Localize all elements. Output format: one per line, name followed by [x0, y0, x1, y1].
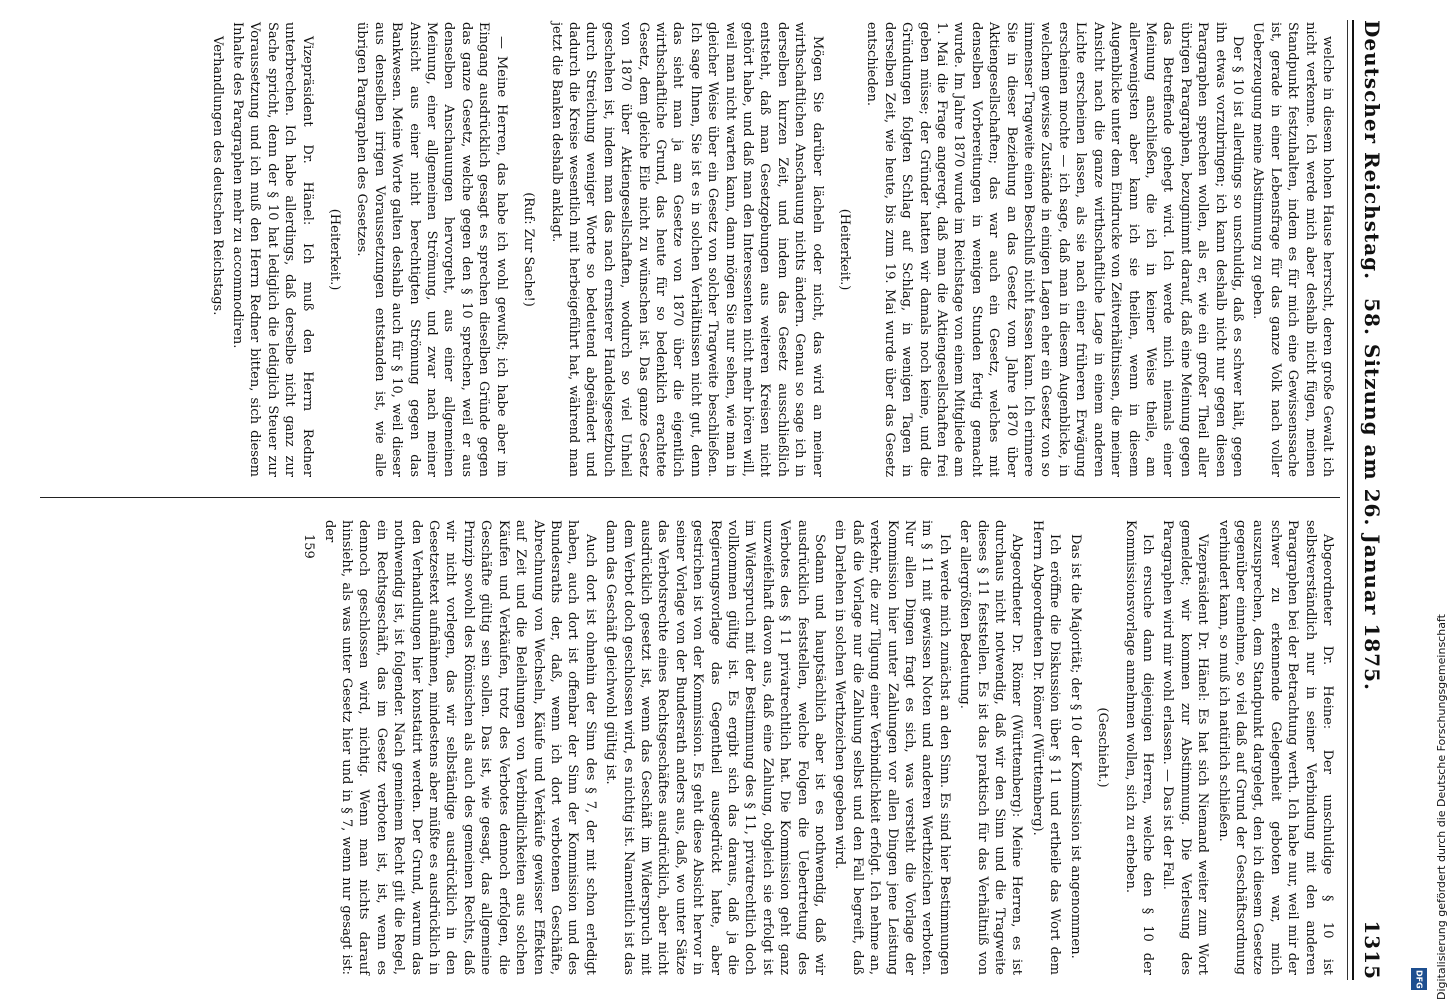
- interjection: (Geschieht.): [1095, 707, 1111, 788]
- interjection: (Heiterkeit.): [837, 208, 853, 291]
- paragraph: Verhandlungen des deutschen Reichstags.: [209, 36, 225, 316]
- paragraph: Ich werde mich zunächst an den Sinn. Es sind hier Bestimmungen im § 11 mit gewissen Noten und anderen Werthzeichen verboten. Nur allen Dingen fragt es sich, was versteht die Vorlage der Kommission hier unter Zahlungen vor allen Dingen jene Leistung verkehr, die zur Tilgung einer Verbindlichkeit erfolgt. Ich nehme an, daß die Vorlage nur die Zahlung selbst und den Fall begreift, daß ein Darlehen in solchen Werthzeichen gegeben wird.: [832, 520, 952, 975]
- paragraph: Abgeordneter Dr. Römer (Württemberg): Meine Herren, es ist durchaus nicht notwendig, daß wir den Sinn und die Tragweite dieses § 11 feststellen. Es ist das praktisch für das Verhältniß von der allergrößten Bedeutung.: [957, 520, 1025, 975]
- digitization-note: [1406, 0, 1448, 1000]
- header-title: Deutscher Reichstag.: [1360, 20, 1384, 281]
- paragraph: Das ist die Majorität; der § 10 der Kommission ist angenommen.: [1067, 534, 1083, 959]
- interjection: (Ruf: Zur Sache!): [521, 192, 537, 307]
- paragraph: Abgeordneter Dr. Heine: Der unschuldige § 10 ist selbstverständlich nur in seiner Verbindung mit den anderen Paragraphen bei der Betrachtung werth. Ich habe nur, weil mir der schwer zu erkennende Gelegenheit geboten war, mich auszusprechen, dem Standpunkt dargelegt, den ich diesem Gesetze gegenüber einnehme, so viel daß auf Grund der Geschäftsordnung verhindert kann, so muß ich natürlich schließen.: [1215, 520, 1335, 975]
- dfg-logo: DFG: [1411, 968, 1427, 990]
- header-rule: [1347, 20, 1348, 980]
- page-number: 1315: [1360, 920, 1384, 980]
- paragraph: Ich eröffne die Diskussion über § 11 und ertheile das Wort dem Herrn Abgeordneten Dr. Römer (Württemberg).: [1029, 520, 1063, 975]
- interjection: (Heiterkeit.): [327, 208, 343, 291]
- rotated-page: [20, 0, 1400, 1000]
- paragraph: Ich ersuche dann diejenigen Herren, welche den § 10 der Kommissionsvorlage annehmen wollen, sich zu erheben.: [1122, 520, 1155, 975]
- paragraph: — Meine Herren, das habe ich wohl gewußt; ich habe aber im Eingang ausdrücklich gesagt es sprechen dieselben Gründe gegen das ganze Gesetz, welche gegen den § 10 sprechen, weil er aus denselben Anschauungen hervorgeht, aus einer allgemeinen Meinung, einer allgemeinen Strömung, und zwar nach meiner Ansicht aus einer nicht berechtigten Strömung gegen das Bankwesen. Meine Worte galten deshalb auch für § 10, weil dieser aus denselben irrigen Voraussetzungen entstanden ist, wie alle übrigen Paragraphen des Gesetzes.: [354, 22, 509, 477]
- paragraph: 159: [301, 534, 317, 559]
- paragraph: welche in diesem hohen Hause herrscht, deren große Gewalt ich nicht verkenne. Ich werde mich aber deshalb nicht fügen, meinen Standpunkt festzuhalten, indem es für mich eine Gewissenssache ist, gerade in einer Lebensfrage für das ganze Volk nach voller Ueberzeugung meine Abstimmung zu geben.: [1250, 22, 1335, 477]
- header-session: 58. Sitzung am 26. Januar 1875.: [1360, 298, 1384, 691]
- paragraph: Sodann und hauptsächlich aber ist es nothwendig, daß wir ausdrücklich feststellen, welche Folgen die Uebertretung des Verbotes des § 11 privatrechtlich hat. Die Kommission geht ganz unzweifelhaft davon aus, daß eine Zahlung, obgleich sie erfolgt ist im Widerspruch mit der Bestimmung des § 11, privatrechtlich doch vollkommen gültig ist. Es ergibt sich das daraus, daß ja die Regierungsvorlage das Gegentheil ausgedrückt hatte, aber gestrichen ist von der Kommission. Es geht diese Absicht hervor in seiner Vorlage von der Bundesrath anders aus, daß, wo unter Sätze das Verbotsrechte eines Rechtsgeschäftes ausdrücklich, aber nicht ausdrücklich gesetzt ist, wenn das Geschäft im Widerspruch mit dem Verbot doch geschlossen wird, es nichtig ist. Namentlich ist das dann das Geschäft gleichwohl gültig ist.: [603, 520, 828, 975]
- paragraph: Der § 10 ist allerdings so unschuldig, daß es schwer hält, gegen ihn etwas vorzubringen; ich kann deshalb nicht nur gegen diesen Paragraphen sprechen wollen, als er, wie ein großer Theil aller übrigen Paragraphen, bezugnimmt darauf, daß eine Meinung gegen das Betreffende gehegt wird. Ich werde mich niemals einer Meinung anschließen, die ich in keiner Weise theile, am allerwenigsten aber kann ich sie theilen, wenn in diesem Augenblicke unter dem Eindrucke von Zeitverhältnissen, die meiner Ansicht nach die ganze wirthschaftliche Lage in einem anderen Lichte erscheinen lassen, als sie nach einer früheren Erwägung erscheinen mochte — ich sage, daß man in diesem Augenblicke, in welchem gewisse Zustände in einigen Lagen eher ein Gesetz von so immenser Tragweite einen Beschluß nicht fassen kann. Ich erinnere Sie in dieser Beziehung an das Gesetz vom Jahre 1870 über Aktiengesellschaften; das war auch ein Gesetz, welches mit denselben Vorbereitungen in wenigen Stunden fertig gemacht wurde. Im Jahre 1870 wurde im Reichstage von einem Mitgliede am 1. Mai die Frage angeregt, daß man die Aktiengesellschaften frei geben müsse; der Gründer hatten wir damals noch keine, und die Gründungen folgten Schlag auf Schlag, in wenigen Tagen in derselben Zeit, wie heute, bis zum 19. Mai wurde über das Gesetz entschieden.: [864, 22, 1245, 477]
- paragraph: Vizepräsident Dr. Hänel: Es hat sich Niemand weiter zum Wort gemeldet; wir kommen zur Abstimmung. Die Verlesung des Paragraphen wird mir wohl erlassen. — Das ist der Fall.: [1160, 520, 1211, 975]
- paragraph: Vizepräsident Dr. Hänel: Ich muß den Herrn Redner unterbrechen. Ich habe allerdings, daß derselbe nicht ganz zur Sache spricht, denn der § 10 hat lediglich die lediglich Steuer zur Voraussetzung und ich muß den Herrn Redner bitten, sich diesem Inhalte des Paragraphen mehr zu accommodiren.: [230, 22, 315, 477]
- column-separator: [40, 497, 1340, 498]
- paragraph: Mögen Sie darüber lächeln oder nicht, das wird an meiner wirthschaftlichen Anschauung nichts ändern. Genau so sage ich in derselben kurzen Zeit, und indem das Gesetz ausschließlich entsteht, daß man Gesetzgebungen aus weiteren Kreisen nicht gehört habe, und daß man den Interessenten nicht mehr hören will, weil man nicht warten kann, dann mögen Sie nur sehen, wie man in gleicher Weise über ein Gesetz von solcher Tragweite beschließen. Ich sage Ihnen, Sie ist es in solchen Verhältnissen nicht gut, denn das sieht man ja am Gesetze von 1870 über die eigentlich wirthschaftliche Grund, das heute für so bedenklich erachtete Gesetz, dem gleiche Eile nicht zu wünschen ist. Das ganze Gesetz von 1870 über Aktiengesellschaften, wodurch so viel Unheil geschehen ist, indem man das nach ernsterer Handelsgesetzbuch durch Streichung weniger Worte so bedeutend abgeändert und dadurch die Kreise wesentlich mit herbeigeführt hat, während man jetzt die Banken deshalb anklagt.: [548, 22, 825, 477]
- left-column: [46, 22, 1336, 477]
- page-header: [1352, 20, 1390, 980]
- digitization-note-text: Digitalisierung gefördert durch die Deutsche Forschungsgemeinschaft: [1435, 614, 1448, 1000]
- paragraph: Auch dort ist ohnehin der Sinn des § 7, der mit schon erledigt haben, auch dort ist offenbar der Sinn der Kommission und des Bundesraths der, daß, wenn ich dort verbotenen Geschäfte, Abrechnung von Wechseln, Käufe und Verkäufe gewisser Effekten auf Zeit und die Beleihungen von Verbindlichkeiten aus solchen Käufen und Verkäufen, trotz des Verbotes dennoch erfolgen, die Geschäfte gültig sein sollen. Das ist, wie gesagt, das allgemeine Prinzip sowohl des Römischen als auch des gemeinen Rechts, daß wir nicht vorlegen, das wir selbständige ausdrücklich in den Gesetzestext aufnähmen, mindestens aber müßte es ausdrücklich in den Verhandlungen hier konstatirt werden. Der Grund, warum das nothwendig ist, ist folgender. Nach gemeinem Recht gilt die Regel, ein Rechtsgeschäft, das im Gesetz verboten ist, ist, wenn es dennoch geschlossen wird, nichtig. Wenn man nichts darauf hinsieht, als was unter Gesetz hier und in § 7, wenn nur gesagt ist: der: [321, 520, 598, 975]
- right-column: [46, 520, 1336, 975]
